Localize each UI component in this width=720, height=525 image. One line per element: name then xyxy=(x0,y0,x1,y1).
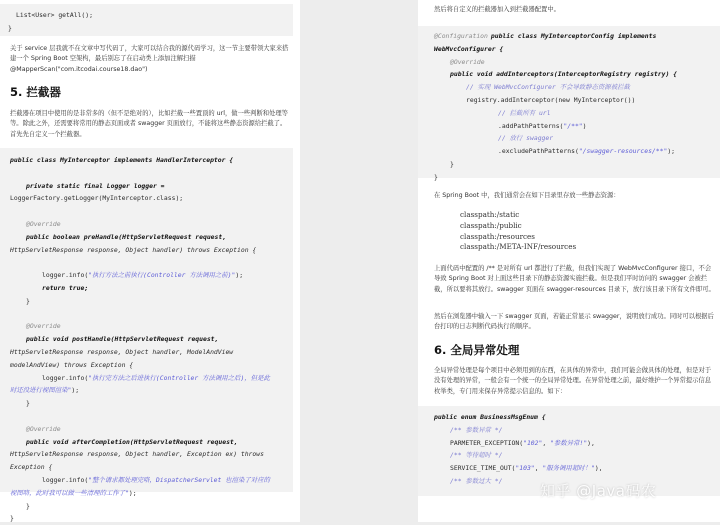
code-line: List<User> getAll(); xyxy=(16,11,93,19)
code-line xyxy=(10,167,293,180)
code-line xyxy=(434,120,720,133)
code-token: , xyxy=(534,464,543,473)
code-token: logger.info( xyxy=(42,475,89,484)
code-line: return true; xyxy=(42,283,89,292)
code-token: ); xyxy=(71,386,80,395)
watermark: 知乎 @Java码农 xyxy=(540,482,657,500)
code-annotation: @Configuration xyxy=(434,32,488,40)
code-string: "/**" xyxy=(563,121,583,130)
browser-paragraph: 然后在浏览器中输入一下 swagger 页面，若能正常显示 swagger，说明放行成功。同时可以根据后台打印的日志判断代码执行的顺序。 xyxy=(434,313,714,331)
code-line: @Override xyxy=(26,424,61,433)
code-line xyxy=(10,384,293,397)
code-line xyxy=(10,205,293,218)
code-line: Exception { xyxy=(10,463,53,472)
code-line: HttpServletResponse response, Object handler, Exception ex) throws xyxy=(10,450,264,459)
static-path-item: classpath:/resources xyxy=(460,231,535,241)
section-title-exception: 6. 全局异常处理 xyxy=(434,343,520,357)
code-line: @Override xyxy=(26,219,61,228)
code-string: "/swagger-resources/**" xyxy=(578,147,668,156)
code-line xyxy=(10,308,293,321)
code-token: .excludePathPatterns( xyxy=(498,147,579,156)
code-token: SERVICE_TIME_OUT( xyxy=(450,464,516,473)
code-string: "参数异常!" xyxy=(550,438,588,447)
code-line: } xyxy=(8,23,12,32)
code-line: public enum BusinessMsgEnum { xyxy=(434,413,546,421)
code-block-myinterceptor xyxy=(0,148,293,523)
code-line: /** 等待超时 */ xyxy=(450,451,503,460)
code-line: } xyxy=(26,399,30,408)
code-line: private static final Logger logger = xyxy=(26,181,165,190)
code-token: public class MyInterceptorConfig implements xyxy=(490,32,657,40)
code-line: WebMvcConfigurer { xyxy=(434,44,504,53)
interceptor-paragraph: 拦截器在项目中使用的是非常多的（但不是绝对的），比如拦截一些置顶的 url，做一些判断和处理等等。除此之外，还需要将常用的静态页面或者 swagger 页面放行，不能将这些静态资源给拦截了。首先先自定义一个拦截器。 xyxy=(10,110,288,138)
code-line: public void afterCompletion(HttpServletRequest request, xyxy=(26,437,238,446)
code-line: @Override xyxy=(26,322,61,331)
code-token: .addPathPatterns( xyxy=(498,121,564,130)
static-paths-list xyxy=(460,210,710,253)
exception-paragraph: 全局异常处理是每个项目中必须用到的东西，在具体的异常中，我们可能会做具体的处理，但是对于没有处理的异常，一般会有一个统一的全局异常处理。在异常处理之前，最好维护一个异常提示信息枚举类，专门用来保存异常提示信息的。如下： xyxy=(434,367,712,395)
left-page xyxy=(0,0,300,522)
code-line xyxy=(434,437,720,450)
code-token: ); xyxy=(667,147,676,156)
static-path-item: classpath:/META-INF/resources xyxy=(460,242,577,252)
code-line: } xyxy=(26,296,30,305)
code-string: 时还没进行视图渲染" xyxy=(10,386,72,395)
code-token: ); xyxy=(128,488,137,497)
code-block-getall xyxy=(0,4,293,36)
code-line: } xyxy=(10,514,14,523)
code-string: "102" xyxy=(523,438,543,447)
code-line: public boolean preHandle(HttpServletRequest request, xyxy=(26,232,227,241)
code-line: registry.addInterceptor(new MyInterceptor()) xyxy=(466,95,636,104)
code-line: HttpServletResponse response, Object handler, ModelAndView xyxy=(10,347,234,356)
code-token: , xyxy=(542,438,551,447)
code-block-interceptor-config xyxy=(418,26,720,181)
code-line: modelAndView) throws Exception { xyxy=(10,360,134,369)
code-string: "服务调用超时！" xyxy=(542,464,595,473)
code-line: /** 参数过大 */ xyxy=(450,476,503,485)
code-string: "整个请求都处理完咯，DispatcherServlet 也渲染了对应的 xyxy=(88,475,270,484)
code-line: // 放行 swagger xyxy=(498,134,554,143)
code-token: ); xyxy=(235,271,244,280)
code-line: public void addInterceptors(InterceptorRegistry registry) { xyxy=(450,70,678,79)
code-token: logger.info( xyxy=(42,271,89,280)
code-line: public class MyInterceptor implements HandlerInterceptor { xyxy=(10,156,234,164)
code-line: } xyxy=(26,501,30,510)
code-token: PARMETER_EXCEPTION( xyxy=(450,438,524,447)
code-line: } xyxy=(450,159,454,168)
intro-paragraph: 关于 service 层我就不在文章中写代码了，大家可以结合我的源代码学习，这一节主要带领大家来搭建一个 Spring Boot 空架构，最后别忘了在启动类上添加注解扫描 @MapperScan("com.itcodai.course18.dao") xyxy=(10,45,289,73)
right-page xyxy=(418,0,720,522)
code-line xyxy=(434,30,720,43)
config-intro-paragraph: 然后将自定义的拦截器加入到拦截器配置中。 xyxy=(434,6,560,13)
code-line xyxy=(10,256,293,269)
code-token: ) xyxy=(582,121,587,130)
code-line: public void postHandle(HttpServletRequest request, xyxy=(26,335,219,344)
static-resources-paragraph: 在 Spring Boot 中，我们通常会在如下目录里存放一些静态资源： xyxy=(434,192,620,199)
code-line: /** 参数异常 */ xyxy=(450,425,503,434)
code-line xyxy=(10,372,293,385)
static-path-item: classpath:/static xyxy=(460,210,520,219)
code-string: "执行方法之前执行(Controller 方法调用之前)" xyxy=(88,271,236,280)
code-line: // 拦截所有 url xyxy=(498,108,551,117)
code-line xyxy=(434,462,720,475)
code-line xyxy=(10,410,293,423)
code-line xyxy=(10,487,293,500)
code-token: ), xyxy=(594,464,603,473)
code-line xyxy=(434,145,720,158)
code-line: } xyxy=(434,172,438,181)
code-line xyxy=(10,269,293,282)
explain-paragraph: 上面代码中配置的 /** 是对所有 url 都进行了拦截，但我们实现了 WebMvcConfigurer 接口，不会导致 Spring Boot 对上面这些目录下的静态资源实施拦截。但是我们平时访问的 swagger 会被拦截，所以要将其放行。swagger 页面在 swagger-resources 目录下，放行该目录下所有文件即可。 xyxy=(434,265,715,293)
code-token: ), xyxy=(587,438,595,447)
code-string: 视图咯，此时我可以做一些清理的工作了" xyxy=(10,488,129,497)
code-line: @Override xyxy=(450,57,485,66)
code-string: "执行完方法之后进执行(Controller 方法调用之后)，但是此 xyxy=(88,373,270,382)
section-title-interceptor: 5. 拦截器 xyxy=(10,85,61,99)
code-string: "103" xyxy=(515,464,535,473)
code-line: HttpServletResponse response, Object handler) throws Exception { xyxy=(10,245,257,254)
code-line: LoggerFactory.getLogger(MyInterceptor.class); xyxy=(10,194,184,203)
code-token: logger.info( xyxy=(42,373,89,382)
static-path-item: classpath:/public xyxy=(460,220,522,230)
code-line: // 实现 WebMvcConfigurer 不会导致静态资源被拦截 xyxy=(466,83,630,92)
code-line xyxy=(10,474,293,487)
